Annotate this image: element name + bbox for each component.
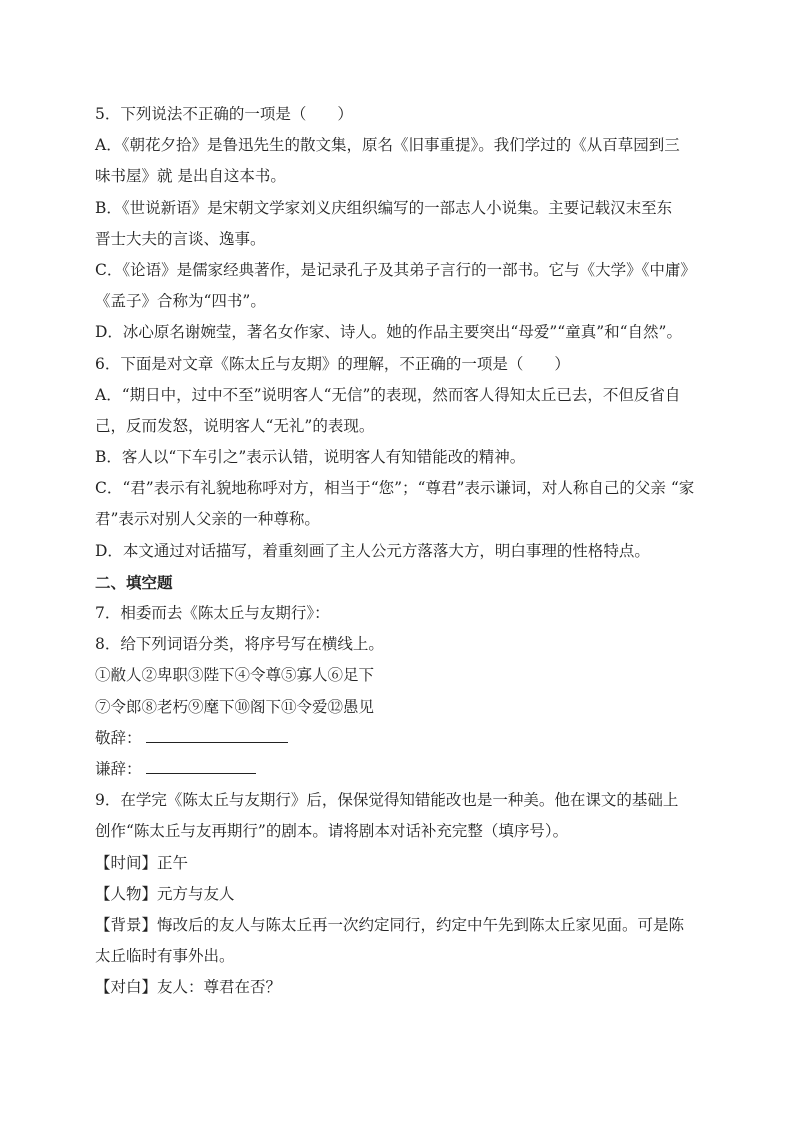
q5-option-c-line1: C．《论语》是儒家经典著作，是记录孔子及其弟子言行的一部书。它与《大学》《中庸》 [95, 260, 696, 279]
q7-stem: 7．相委而去《陈太丘与友期行》： [95, 604, 330, 622]
q9-stem-line2: 创作“陈太丘与友再期行”的剧本。请将剧本对话补充完整（填序号）。 [95, 822, 569, 841]
q8-words-row2: ⑦令郎⑧老朽⑨麾下⑩阁下⑪令爱⑫愚见 [95, 697, 375, 716]
q9-stem-line1: 9．在学完《陈太丘与友期行》后，保保觉得知错能改也是一种美。他在课文的基础上 [95, 791, 679, 810]
q6-option-c-line2: 君”表示对别人父亲的一种尊称。 [95, 510, 320, 529]
q8-stem: 8．给下列词语分类，将序号写在横线上。 [95, 635, 384, 654]
q5-option-c-line2: 《孟子》合称为“四书”。 [95, 292, 266, 311]
q5-option-b-line1: B．《世说新语》是宋朝文学家刘义庆组织编写的一部志人小说集。主要记载汉末至东 [95, 198, 673, 217]
q8-humble-answer-blank[interactable] [146, 755, 256, 774]
q8-humble-label: 谦辞： [95, 759, 142, 778]
section-title-fill-in: 二、填空题 [95, 572, 173, 592]
q8-humble-row [95, 754, 705, 785]
q8-words-row1: ①敝人②卑职③陛下④令尊⑤寡人⑥足下 [95, 666, 375, 685]
q9-people: 【人物】元方与友人 [95, 884, 235, 903]
q9-dialog: 【对白】友人：尊君在否？ [95, 978, 282, 997]
worksheet-page [95, 99, 705, 1003]
q6-option-a-line1: A．“期日中，过中不至”说明客人“无信”的表现，然而客人得知太丘已去，不但反省自 [95, 385, 681, 404]
q5-option-a-line1: A．《朝花夕拾》是鲁迅先生的散文集，原名《旧事重提》。我们学过的《从百草园到三 [95, 136, 680, 155]
q5-option-d-line1: D．冰心原名谢婉莹，著名女作家、诗人。她的作品主要突出“母爱”“童真”和“自然”。 [95, 323, 682, 342]
q6-option-c-line1: C．“君”表示有礼貌地称呼对方，相当于“您”；“尊君”表示谦词，对人称自己的父亲 “家 [95, 479, 695, 498]
q6-stem: 6．下面是对文章《陈太丘与友期》的理解，不正确的一项是（ ） [95, 354, 570, 373]
q9-background-line2: 太丘临时有事外出。 [95, 947, 235, 966]
q6-option-d-line1: D．本文通过对话描写，着重刻画了主人公元方落落大方，明白事理的性格特点。 [95, 541, 650, 560]
q6-option-a-line2: 己，反而发怒，说明客人“无礼”的表现。 [95, 416, 375, 435]
q8-respect-row [95, 723, 705, 754]
q9-time: 【时间】正午 [95, 853, 189, 872]
q6-option-b-line1: B．客人以“下车引之”表示认错，说明客人有知错能改的精神。 [95, 448, 526, 467]
q8-respect-label: 敬辞： [95, 728, 142, 747]
q5-option-b-line2: 晋士大夫的言谈、逸事。 [95, 229, 266, 248]
q5-option-a-line2: 味书屋》就 是出自这本书。 [95, 167, 286, 186]
q5-stem: 5．下列说法不正确的一项是（ ） [95, 105, 353, 123]
q9-background-line1: 【背景】悔改后的友人与陈太丘再一次约定同行，约定中午先到陈太丘家见面。可是陈 [95, 915, 685, 934]
q8-respect-answer-blank[interactable] [146, 724, 288, 743]
